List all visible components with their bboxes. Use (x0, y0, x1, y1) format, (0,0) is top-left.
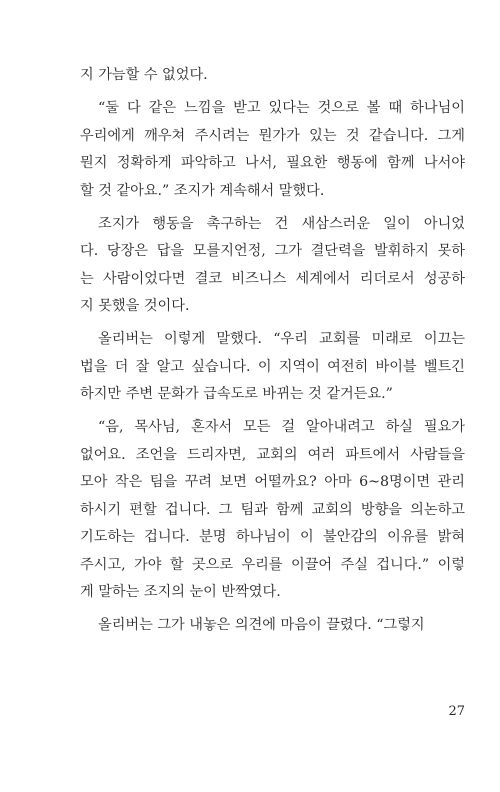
text-line: “음, 목사님, 혼자서 모든 걸 알아내려고 하실 필요가 (98, 419, 465, 435)
paragraph (80, 326, 465, 409)
text-line: 하시기 편할 겁니다. 그 팀과 함께 교회의 방향을 의논하고 (80, 501, 465, 518)
text-line: 기도하는 겁니다. 분명 하나님이 이 불안감의 이유를 밝혀 (80, 529, 465, 545)
text-line: 게 말하는 조지의 눈이 반짝였다. (80, 584, 281, 600)
text-line: 올리버는 그가 내놓은 의견에 마음이 끌렸다. “그렇지 (98, 617, 425, 633)
text-line: 주시고, 가야 할 곳으로 우리를 이끌어 주실 겁니다.” 이렇 (80, 556, 465, 573)
paragraph (80, 211, 465, 321)
text-line: 모아 작은 팀을 꾸려 보면 어떨까요? 아마 6~8명이면 관리 (80, 474, 465, 490)
text-line: 없어요. 조언을 드리자면, 교회의 여러 파트에서 사람들을 (80, 446, 465, 463)
text-line: 올리버는 이렇게 말했다. “우리 교회를 미래로 이끄는 (98, 331, 465, 347)
paragraph (80, 62, 465, 90)
page-number: 27 (448, 704, 465, 719)
text-line: 할 것 같아요.” 조지가 계속해서 말했다. (80, 182, 325, 199)
text-line: “둘 다 같은 느낌을 받고 있다는 것으로 볼 때 하나님이 (98, 100, 465, 116)
text-line: 법을 더 잘 알고 싶습니다. 이 지역이 여전히 바이블 벨트긴 (80, 358, 465, 375)
paragraph (80, 414, 465, 607)
text-line: 는 사람이었다면 결코 비즈니스 세계에서 리더로서 성공하 (80, 270, 465, 287)
text-line: 조지가 행동을 촉구하는 건 새삼스러운 일이 아니었 (98, 215, 465, 232)
body-text (80, 62, 465, 640)
text-line: 다. 당장은 답을 모를지언정, 그가 결단력을 발휘하지 못하 (80, 243, 465, 259)
text-line: 지 못했을 것이다. (80, 298, 190, 314)
text-line: 하지만 주변 문화가 급속도로 바뀌는 것 같거든요.” (80, 386, 393, 402)
text-line: 뭔지 정확하게 파악하고 나서, 필요한 행동에 함께 나서야 (80, 155, 465, 171)
text-line: 지 가늠할 수 없었다. (80, 67, 208, 83)
paragraph (80, 612, 465, 640)
paragraph (80, 95, 465, 205)
text-line: 우리에게 깨우쳐 주시려는 뭔가가 있는 것 같습니다. 그게 (80, 127, 465, 144)
